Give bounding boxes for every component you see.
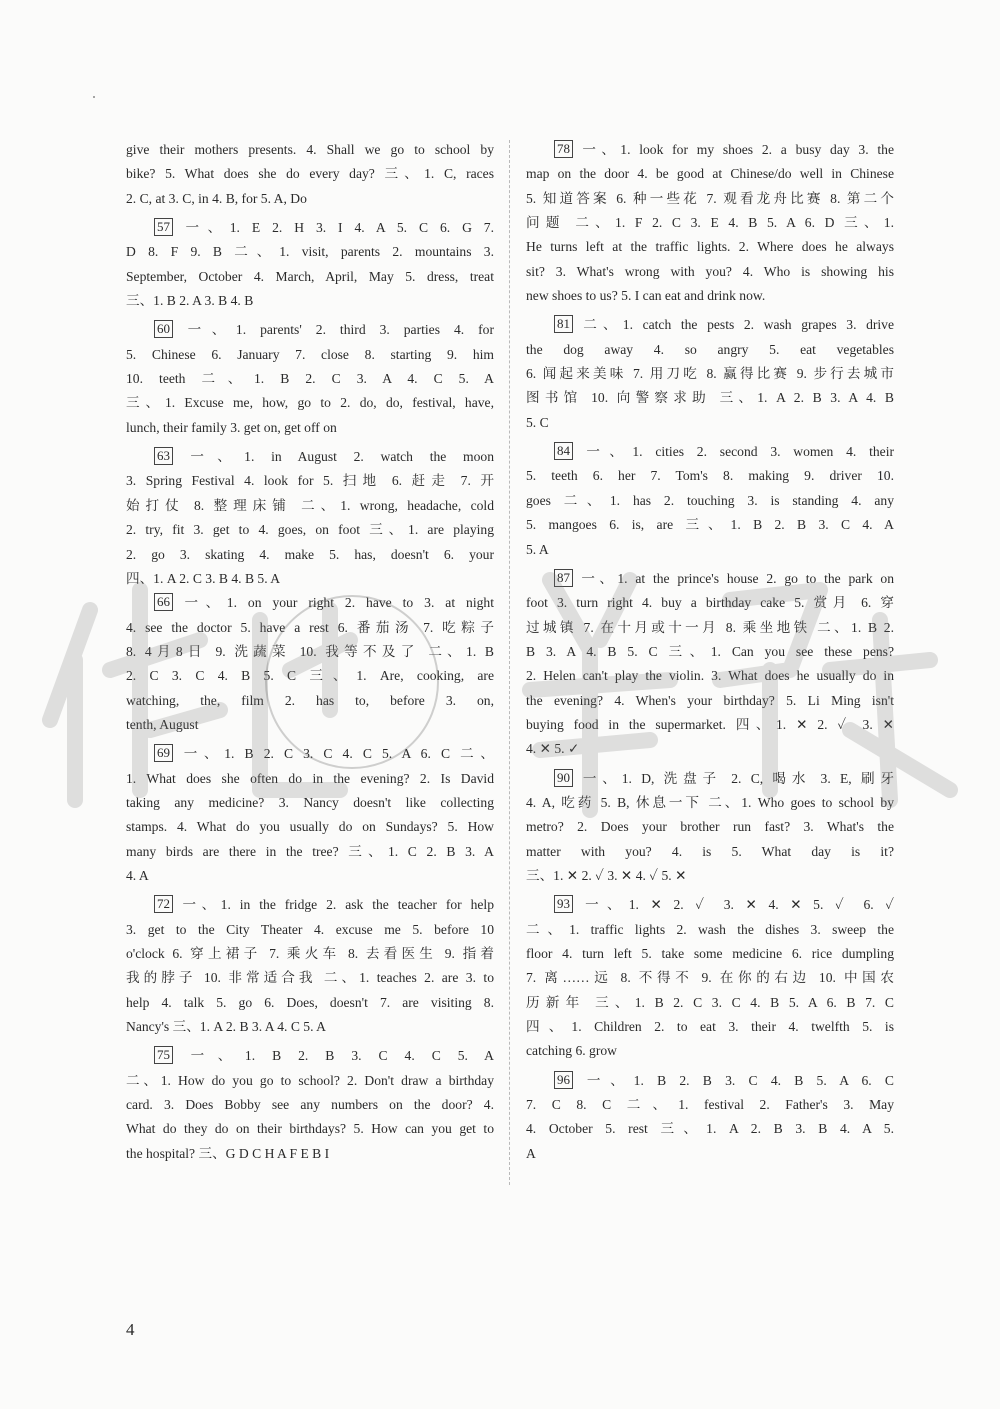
- answer-text: A: [526, 1145, 536, 1161]
- answer-text: floor 4. turn left 5. take some medicine 6. rice dumpling: [526, 946, 894, 961]
- answer-line: [126, 742, 494, 766]
- answer-line: [126, 265, 494, 289]
- answer-text: 2. go 3. skating 4. make 5. has, doesn't 6. your: [126, 546, 494, 562]
- answer-text: 2. C 3. C 4. B 5. C 三、1. Are, cooking, are: [126, 668, 494, 684]
- answer-line: [526, 489, 894, 513]
- answer-line: [526, 664, 894, 688]
- answer-text: 3. get to the City Theater 4. excuse me 5. before 10: [126, 921, 494, 937]
- answer-line: [526, 1039, 894, 1063]
- answer-line: [526, 1069, 894, 1093]
- answer-line: [526, 815, 894, 839]
- answer-text: matter with you? 4. is 5. What day is it?: [526, 843, 894, 859]
- page-reference-box: 78: [554, 140, 573, 158]
- answer-text: September, October 4. March, April, May 5. dress, treat: [126, 268, 494, 284]
- answer-text: 四、1. Children 2. to eat 3. their 4. twelfth 5. is: [526, 1019, 894, 1035]
- answer-line: [126, 864, 494, 888]
- answer-line: [526, 284, 894, 308]
- answer-line: [126, 815, 494, 839]
- page-reference-box: 63: [154, 447, 173, 465]
- answer-text: 5. A: [526, 541, 549, 557]
- answer-line: [126, 664, 494, 688]
- page-reference-box: 72: [154, 895, 173, 913]
- answer-text: 4. A, 吃药 5. B, 休息一下 二、1. Who goes to school by: [526, 794, 894, 810]
- page-reference-box: 60: [154, 320, 173, 338]
- answer-text: 一、1. B 2. B 3. C 4. B 5. A 6. C: [577, 1072, 894, 1088]
- answer-line: [126, 767, 494, 791]
- answer-line: [526, 713, 894, 737]
- answer-line: [526, 513, 894, 537]
- answer-text: 图书馆 10. 向警察求助 三、1. A 2. B 3. A 4. B: [526, 390, 894, 406]
- answer-text: 2. C, at 3. C, in 4. B, for 5. A, Do: [126, 190, 307, 206]
- answer-text: He turns left at the traffic lights. 2. Where does he always: [526, 239, 894, 255]
- answer-line: [126, 893, 494, 917]
- answer-text: 5. Chinese 6. January 7. close 8. starting 9. him: [126, 346, 494, 362]
- answer-line: [126, 1044, 494, 1068]
- answer-line: [526, 689, 894, 713]
- answer-line: [126, 918, 494, 942]
- answer-line: [126, 367, 494, 391]
- answer-line: [126, 567, 494, 591]
- answer-text: many birds are there in the tree? 三、1. C 2. B 3. A: [126, 843, 494, 859]
- answer-text: 一、1. look for my shoes 2. a busy day 3. the: [577, 142, 894, 157]
- page-reference-box: 84: [554, 442, 573, 460]
- answer-text: metro? 2. Does your brother run fast? 3. What's the: [526, 819, 894, 835]
- answer-text: 10. teeth 二、1. B 2. C 3. A 4. C 5. A: [126, 371, 494, 387]
- page-reference-box: 90: [554, 769, 573, 787]
- answer-text: 5. teeth 6. her 7. Tom's 8. making 9. driver 10.: [526, 468, 894, 484]
- answer-text: 1. What does she often do in the evening? 2. Is David: [126, 770, 494, 786]
- answer-line: [126, 187, 494, 211]
- answer-line: [126, 591, 494, 615]
- answer-line: [126, 1015, 494, 1039]
- answer-text: 一、1. on your right 2. have to 3. at night: [177, 595, 494, 611]
- answer-line: [526, 966, 894, 990]
- answer-text: catching 6. grow: [526, 1043, 617, 1059]
- answer-text: 2. try, fit 3. get to 4. goes, on foot 三、1. are playing: [126, 522, 494, 538]
- answer-line: [126, 1069, 494, 1093]
- answer-line: [526, 162, 894, 186]
- answer-line: [526, 1015, 894, 1039]
- page-reference-box: 81: [554, 315, 573, 333]
- answer-line: [526, 840, 894, 864]
- answer-line: [126, 494, 494, 518]
- answer-line: [126, 640, 494, 664]
- speck-mark: [93, 96, 95, 98]
- answer-line: [126, 791, 494, 815]
- answer-line: [526, 138, 894, 162]
- answer-text: 始打仗 8. 整理床铺 二、1. wrong, headache, cold: [126, 497, 494, 513]
- answer-text: o'clock 6. 穿上裙子 7. 乘火车 8. 去看医生 9. 指着: [126, 946, 494, 961]
- answer-line: [526, 538, 894, 562]
- page-reference-box: 66: [154, 593, 173, 611]
- answer-text: 二、1. How do you go to school? 2. Don't draw a birthday: [126, 1072, 494, 1088]
- answer-text: taking any medicine? 3. Nancy doesn't like collecting: [126, 794, 494, 810]
- answer-text: the dog away 4. so angry 5. eat vegetables: [526, 341, 894, 357]
- answer-text: buying food in the supermarket. 四、1. ✕ 2. ✓ 3. ✕: [526, 716, 894, 732]
- answer-line: [526, 1142, 894, 1166]
- answer-text: 4. see the doctor 5. have a rest 6. 番茄汤 7. 吃粽子: [126, 619, 494, 635]
- answer-text: 一、1. at the prince's house 2. go to the park on: [577, 570, 894, 586]
- answer-text: 一、1. in August 2. watch the moon: [177, 449, 494, 465]
- answer-line: [526, 362, 894, 386]
- answer-line: [126, 240, 494, 264]
- answer-text: 三、1. Excuse me, how, go to 2. do, do, festival, have,: [126, 395, 494, 411]
- answer-text: 一、1. in the fridge 2. ask the teacher for help: [177, 897, 494, 913]
- answer-line: [126, 162, 494, 186]
- answer-text: the evening? 4. When's your birthday? 5. Li Ming isn't: [526, 692, 894, 708]
- answer-line: [526, 187, 894, 211]
- answer-text: 一、1. cities 2. second 3. women 4. their: [577, 444, 894, 460]
- answer-text: 我的脖子 10. 非常适合我 二、1. teaches 2. are 3. to: [126, 970, 494, 986]
- answer-text: sit? 3. What's wrong with you? 4. Who is showing his: [526, 263, 894, 279]
- answer-line: [126, 216, 494, 240]
- answer-line: [526, 440, 894, 464]
- answer-text: 过城镇 7. 在十月或十一月 8. 乘坐地铁 二、1. B 2.: [526, 619, 894, 635]
- answer-line: [526, 893, 894, 917]
- answer-line: [526, 1093, 894, 1117]
- column-divider: [509, 140, 510, 1185]
- answer-text: 5. C: [526, 414, 549, 430]
- answer-text: watching, the, film 2. has to, before 3. on,: [126, 692, 494, 708]
- answer-text: 三、1. B 2. A 3. B 4. B: [126, 293, 254, 309]
- answer-line: [526, 864, 894, 888]
- answer-line: [126, 616, 494, 640]
- answer-line: [126, 991, 494, 1015]
- answer-line: [526, 942, 894, 966]
- answer-text: 二、1. catch the pests 2. wash grapes 3. drive: [577, 317, 894, 333]
- answer-line: [126, 445, 494, 469]
- answer-text: 一、1. B 2. B 3. C 4. C 5. A: [177, 1048, 494, 1064]
- answer-line: [526, 616, 894, 640]
- answer-line: [126, 1117, 494, 1141]
- answer-line: [526, 591, 894, 615]
- answer-text: 一、1. ✕ 2. ✓ 3. ✕ 4. ✕ 5. ✓ 6. ✓: [577, 897, 894, 913]
- page-reference-box: 93: [554, 895, 573, 913]
- answer-text: 5. mangoes 6. is, are 三、1. B 2. B 3. C 4. A: [526, 517, 894, 533]
- answer-text: 二、1. traffic lights 2. wash the dishes 3. sweep the: [526, 921, 894, 937]
- right-answer-column: [526, 138, 894, 1166]
- page-reference-box: 87: [554, 569, 573, 587]
- answer-line: [526, 1117, 894, 1141]
- answer-text: new shoes to us? 5. I can eat and drink now.: [526, 288, 766, 304]
- answer-line: [526, 211, 894, 235]
- answer-text: the hospital? 三、G D C H A F E B I: [126, 1145, 330, 1161]
- answer-line: [126, 343, 494, 367]
- answer-line: [126, 318, 494, 342]
- answer-line: [126, 1093, 494, 1117]
- answer-line: [126, 713, 494, 737]
- answer-text: 8. 4月8日 9. 洗蔬菜 10. 我等不及了 二、1. B: [126, 643, 494, 659]
- answer-line: [126, 289, 494, 313]
- answer-line: [526, 313, 894, 337]
- answer-text: 4. October 5. rest 三、1. A 2. B 3. B 4. A 5.: [526, 1121, 894, 1137]
- answer-text: Nancy's 三、1. A 2. B 3. A 4. C 5. A: [126, 1019, 326, 1035]
- answer-line: [526, 918, 894, 942]
- answer-line: [526, 640, 894, 664]
- answer-text: 5. 知道答案 6. 种一些花 7. 观看龙舟比赛 8. 第二个: [526, 190, 894, 206]
- answer-text: 问题 二、1. F 2. C 3. E 4. B 5. A 6. D 三、1.: [526, 215, 894, 231]
- page-reference-box: 75: [154, 1046, 173, 1064]
- answer-text: 一、1. B 2. C 3. C 4. C 5. A 6. C 二、: [177, 746, 494, 762]
- answer-line: [526, 260, 894, 284]
- answer-text: give their mothers presents. 4. Shall we go to school by: [126, 142, 494, 157]
- answer-line: [126, 391, 494, 415]
- answer-line: [126, 966, 494, 990]
- answer-text: card. 3. Does Bobby see any numbers on the door? 4.: [126, 1097, 494, 1113]
- answer-text: 7. C 8. C 二、1. festival 2. Father's 3. May: [526, 1097, 894, 1113]
- answer-text: stamps. 4. What do you usually do on Sundays? 5. How: [126, 819, 494, 835]
- answer-text: map on the door 4. be good at Chinese/do well in Chinese: [526, 166, 894, 182]
- answer-text: 3. Spring Festival 4. look for 5. 扫地 6. 赶走 7. 开: [126, 473, 494, 489]
- answer-text: 4. A: [126, 867, 149, 883]
- answer-line: [526, 767, 894, 791]
- answer-line: [126, 469, 494, 493]
- answer-text: 一、1. E 2. H 3. I 4. A 5. C 6. G 7.: [177, 220, 494, 236]
- answer-text: B 3. A 4. B 5. C 三、1. Can you see these pens?: [526, 643, 894, 659]
- answer-text: lunch, their family 3. get on, get off on: [126, 419, 337, 435]
- answer-line: [526, 338, 894, 362]
- left-answer-column: [126, 138, 494, 1166]
- answer-text: What do they do on their birthdays? 5. How can you get to: [126, 1121, 494, 1137]
- page-reference-box: 96: [554, 1071, 573, 1089]
- answer-text: 7. 离……远 8. 不得不 9. 在你的右边 10. 中国农: [526, 970, 894, 986]
- answer-text: 历新年 三、1. B 2. C 3. C 4. B 5. A 6. B 7. C: [526, 994, 894, 1010]
- answer-line: [526, 411, 894, 435]
- answer-line: [126, 416, 494, 440]
- answer-text: 一、1. D, 洗盘子 2. C, 喝水 3. E, 刷牙: [577, 770, 894, 786]
- answer-text: 6. 闻起来美味 7. 用刀吃 8. 赢得比赛 9. 步行去城市: [526, 366, 894, 382]
- answer-text: D 8. F 9. B 二、1. visit, parents 2. mountains 3.: [126, 244, 494, 260]
- answer-text: 一、1. parents' 2. third 3. parties 4. for: [177, 322, 494, 338]
- answer-text: help 4. talk 5. go 6. Does, doesn't 7. are visiting 8.: [126, 994, 494, 1010]
- answer-line: [126, 543, 494, 567]
- answer-line: [126, 942, 494, 966]
- answer-text: 2. Helen can't play the violin. 3. What does he usually do in: [526, 668, 894, 684]
- answer-text: bike? 5. What does she do every day? 三、1. C, races: [126, 166, 494, 182]
- answer-text: 4. ✕ 5. ✓: [526, 741, 580, 757]
- answer-line: [126, 518, 494, 542]
- answer-text: foot 3. turn right 4. buy a birthday cake 5. 赏月 6. 穿: [526, 595, 894, 611]
- answer-line: [526, 567, 894, 591]
- answer-line: [526, 991, 894, 1015]
- page-reference-box: 57: [154, 218, 173, 236]
- answer-line: [526, 235, 894, 259]
- answer-text: 四、1. A 2. C 3. B 4. B 5. A: [126, 570, 281, 586]
- answer-line: [126, 689, 494, 713]
- answer-text: 三、1. ✕ 2. ✓ 3. ✕ 4. ✓ 5. ✕: [526, 867, 687, 883]
- answer-line: [526, 386, 894, 410]
- answer-line: [126, 138, 494, 162]
- answer-line: [526, 791, 894, 815]
- answer-line: [526, 737, 894, 761]
- page-reference-box: 69: [154, 744, 173, 762]
- page-number: 4: [126, 1320, 135, 1339]
- answer-line: [526, 464, 894, 488]
- answer-line: [126, 1142, 494, 1166]
- answer-line: [126, 840, 494, 864]
- answer-text: tenth, August: [126, 716, 199, 732]
- answer-text: goes 二、1. has 2. touching 3. is standing 4. any: [526, 492, 894, 508]
